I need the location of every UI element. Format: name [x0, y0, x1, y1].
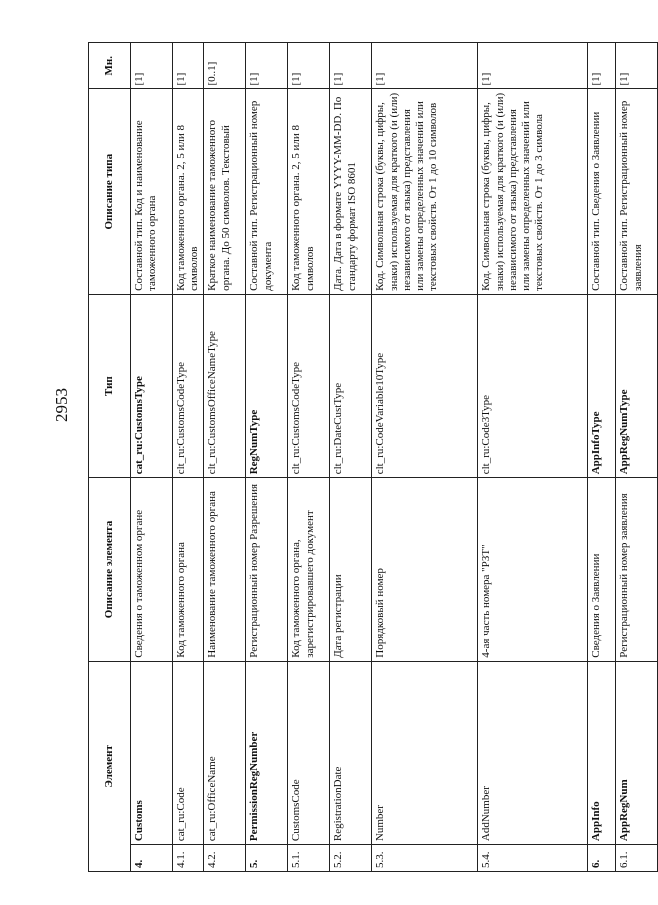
table-row	[131, 43, 173, 872]
type-description: Код. Символьная строка (буквы, цифры, знаки) используемая для краткого (и (или) независимого от языка) представления или замены определенных значений или текстовых свойств. От 1 до 3 символа	[478, 89, 588, 294]
rotated-table-wrapper	[88, 42, 644, 872]
table-row	[173, 43, 204, 872]
multiplicity: [1]	[246, 43, 288, 89]
element-name: cat_ru:OfficeName	[204, 661, 246, 844]
row-number: 5.4.	[478, 845, 588, 872]
element-description: Регистрационный номер заявления	[616, 478, 658, 661]
element-name: AppRegNum	[616, 661, 658, 844]
element-type: clt_ru:Code3Type	[478, 294, 588, 477]
element-description: Код таможенного органа	[173, 478, 204, 661]
type-description: Код. Символьная строка (буквы, цифры, знаки) используемая для краткого (и (или) независимого от языка) представления или замены определенных значений или текстовых свойств. От 1 до 10 символов	[372, 89, 478, 294]
table-row	[478, 43, 588, 872]
element-description: Порядковый номер	[372, 478, 478, 661]
row-number: 6.	[588, 845, 616, 872]
element-type: clt_ru:CodeVariable10Type	[372, 294, 478, 477]
multiplicity: [1]	[616, 43, 658, 89]
row-number: 6.1.	[616, 845, 658, 872]
table-row	[588, 43, 616, 872]
multiplicity: [1]	[588, 43, 616, 89]
row-number: 5.1.	[288, 845, 330, 872]
header-multiplicity: Мн.	[89, 43, 131, 89]
table-row	[204, 43, 246, 872]
header-element: Элемент	[89, 661, 131, 871]
type-description: Дата. Дата в формате YYYY-MM-DD. По стандарту формат ISO 8601	[330, 89, 372, 294]
header-type-description: Описание типа	[89, 89, 131, 294]
element-name: RegistrationDate	[330, 661, 372, 844]
element-description: Сведения о Заявлении	[588, 478, 616, 661]
table-row	[616, 43, 658, 872]
element-description: Регистрационный номер Разрешения	[246, 478, 288, 661]
element-type: AppRegNumType	[616, 294, 658, 477]
element-description: Сведения о таможенном органе	[131, 478, 173, 661]
type-description: Составной тип. Регистрационный номер документа	[246, 89, 288, 294]
element-type: clt_ru:CustomsCodeType	[173, 294, 204, 477]
multiplicity: [1]	[372, 43, 478, 89]
type-description: Краткое наименование таможенного органа. До 50 символов. Текстовый	[204, 89, 246, 294]
elements-table	[88, 42, 658, 872]
row-number: 5.	[246, 845, 288, 872]
row-number: 5.2.	[330, 845, 372, 872]
element-name: AddNumber	[478, 661, 588, 844]
type-description: Составной тип. Код и наименование таможенного органа	[131, 89, 173, 294]
table-row	[330, 43, 372, 872]
table-header-row	[89, 43, 131, 872]
type-description: Код таможенного органа. 2, 5 или 8 символов	[288, 89, 330, 294]
type-description: Составной тип. Регистрационный номер заявления	[616, 89, 658, 294]
element-type: clt_ru:CustomsOfficeNameType	[204, 294, 246, 477]
multiplicity: [0..1]	[204, 43, 246, 89]
element-name: cat_ru:Code	[173, 661, 204, 844]
element-name: AppInfo	[588, 661, 616, 844]
type-description: Код таможенного органа. 2, 5 или 8 символов	[173, 89, 204, 294]
type-description: Составной тип. Сведения о Заявлении	[588, 89, 616, 294]
row-number: 5.3.	[372, 845, 478, 872]
multiplicity: [1]	[478, 43, 588, 89]
element-name: Number	[372, 661, 478, 844]
element-description: Дата регистрации	[330, 478, 372, 661]
multiplicity: [1]	[330, 43, 372, 89]
table-row	[372, 43, 478, 872]
element-description: Код таможенного органа, зарегистрировавшего документ	[288, 478, 330, 661]
element-description: 4-ая часть номера "РЗТ"	[478, 478, 588, 661]
element-type: AppInfoType	[588, 294, 616, 477]
header-element-description: Описание элемента	[89, 478, 131, 661]
multiplicity: [1]	[173, 43, 204, 89]
page-number-text: 2953	[52, 388, 71, 422]
element-type: RegNumType	[246, 294, 288, 477]
element-description: Наименование таможенного органа	[204, 478, 246, 661]
element-name: PermissionRegNumber	[246, 661, 288, 844]
multiplicity: [1]	[288, 43, 330, 89]
row-number: 4.	[131, 845, 173, 872]
element-name: CustomsCode	[288, 661, 330, 844]
table-row	[246, 43, 288, 872]
row-number: 4.2.	[204, 845, 246, 872]
multiplicity: [1]	[131, 43, 173, 89]
row-number: 4.1.	[173, 845, 204, 872]
element-name: Customs	[131, 661, 173, 844]
element-type: clt_ru:DateCustType	[330, 294, 372, 477]
page-number	[52, 350, 72, 460]
element-type: cat_ru:CustomsType	[131, 294, 173, 477]
element-type: clt_ru:CustomsCodeType	[288, 294, 330, 477]
header-type: Тип	[89, 294, 131, 477]
table-row	[288, 43, 330, 872]
